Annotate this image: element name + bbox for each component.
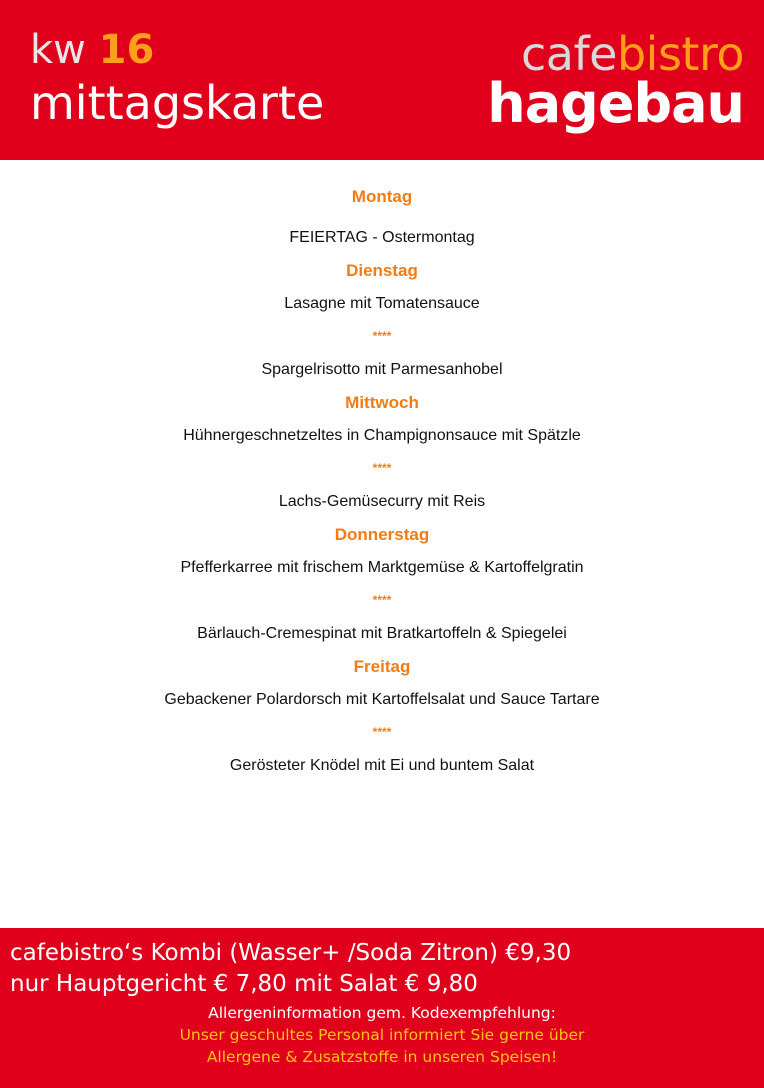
- dish-mittwoch-2: Lachs-Gemüsecurry mit Reis: [278, 493, 486, 510]
- combo-offer: cafebistro‘s Kombi (Wasser+ /Soda Zitron) €9,30: [10, 940, 572, 966]
- dish-mittwoch-1: Hühnergeschnetzeltes in Champignonsauce mit Spätzle: [183, 427, 581, 444]
- day-heading-montag: Montag: [351, 187, 413, 206]
- dish-donnerstag-1: Pfefferkarree mit frischem Marktgemüse & Kartoffelgratin: [180, 559, 584, 576]
- weekly-menu: [0, 180, 764, 782]
- allergen-info-line-2: Allergene & Zusatzstoffe in unseren Speisen!: [206, 1048, 558, 1066]
- dish-freitag-2: Gerösteter Knödel mit Ei und buntem Salat: [229, 757, 535, 774]
- page-title: mittagskarte: [30, 76, 325, 130]
- header-banner: [0, 0, 764, 160]
- dish-separator: ****: [372, 461, 392, 475]
- dish-dienstag-1: Lasagne mit Tomatensauce: [284, 295, 480, 312]
- price-info: nur Hauptgericht € 7,80 mit Salat € 9,80: [10, 971, 478, 997]
- dish-separator: ****: [372, 329, 392, 343]
- dish-separator: ****: [372, 593, 392, 607]
- spacer: [0, 213, 764, 221]
- cafebistro-hagebau-logo: [469, 28, 744, 133]
- day-heading-freitag: Freitag: [353, 657, 411, 676]
- week-label: [30, 26, 154, 74]
- allergen-info-line-1: Unser geschultes Personal informiert Sie gerne über: [179, 1026, 585, 1044]
- logo-hagebau-text: hagebau: [487, 72, 744, 135]
- dish-freitag-1: Gebackener Polardorsch mit Kartoffelsalat und Sauce Tartare: [164, 691, 600, 708]
- dish-separator: ****: [372, 725, 392, 739]
- allergen-info-title: Allergeninformation gem. Kodexempfehlung:: [208, 1004, 556, 1022]
- day-heading-donnerstag: Donnerstag: [334, 525, 430, 544]
- dish-dienstag-2: Spargelrisotto mit Parmesanhobel: [261, 361, 503, 378]
- day-heading-dienstag: Dienstag: [346, 261, 418, 280]
- week-number: 16: [98, 27, 155, 73]
- logo-cafe-text: cafe: [520, 27, 617, 81]
- footer-banner: [0, 928, 764, 1088]
- dish-donnerstag-2: Bärlauch-Cremespinat mit Bratkartoffeln & Spiegelei: [197, 625, 567, 642]
- kw-label: kw: [30, 27, 86, 73]
- logo-bistro-text: bistro: [616, 27, 744, 81]
- dish-montag-1: FEIERTAG - Ostermontag: [289, 229, 475, 246]
- day-heading-mittwoch: Mittwoch: [345, 393, 419, 412]
